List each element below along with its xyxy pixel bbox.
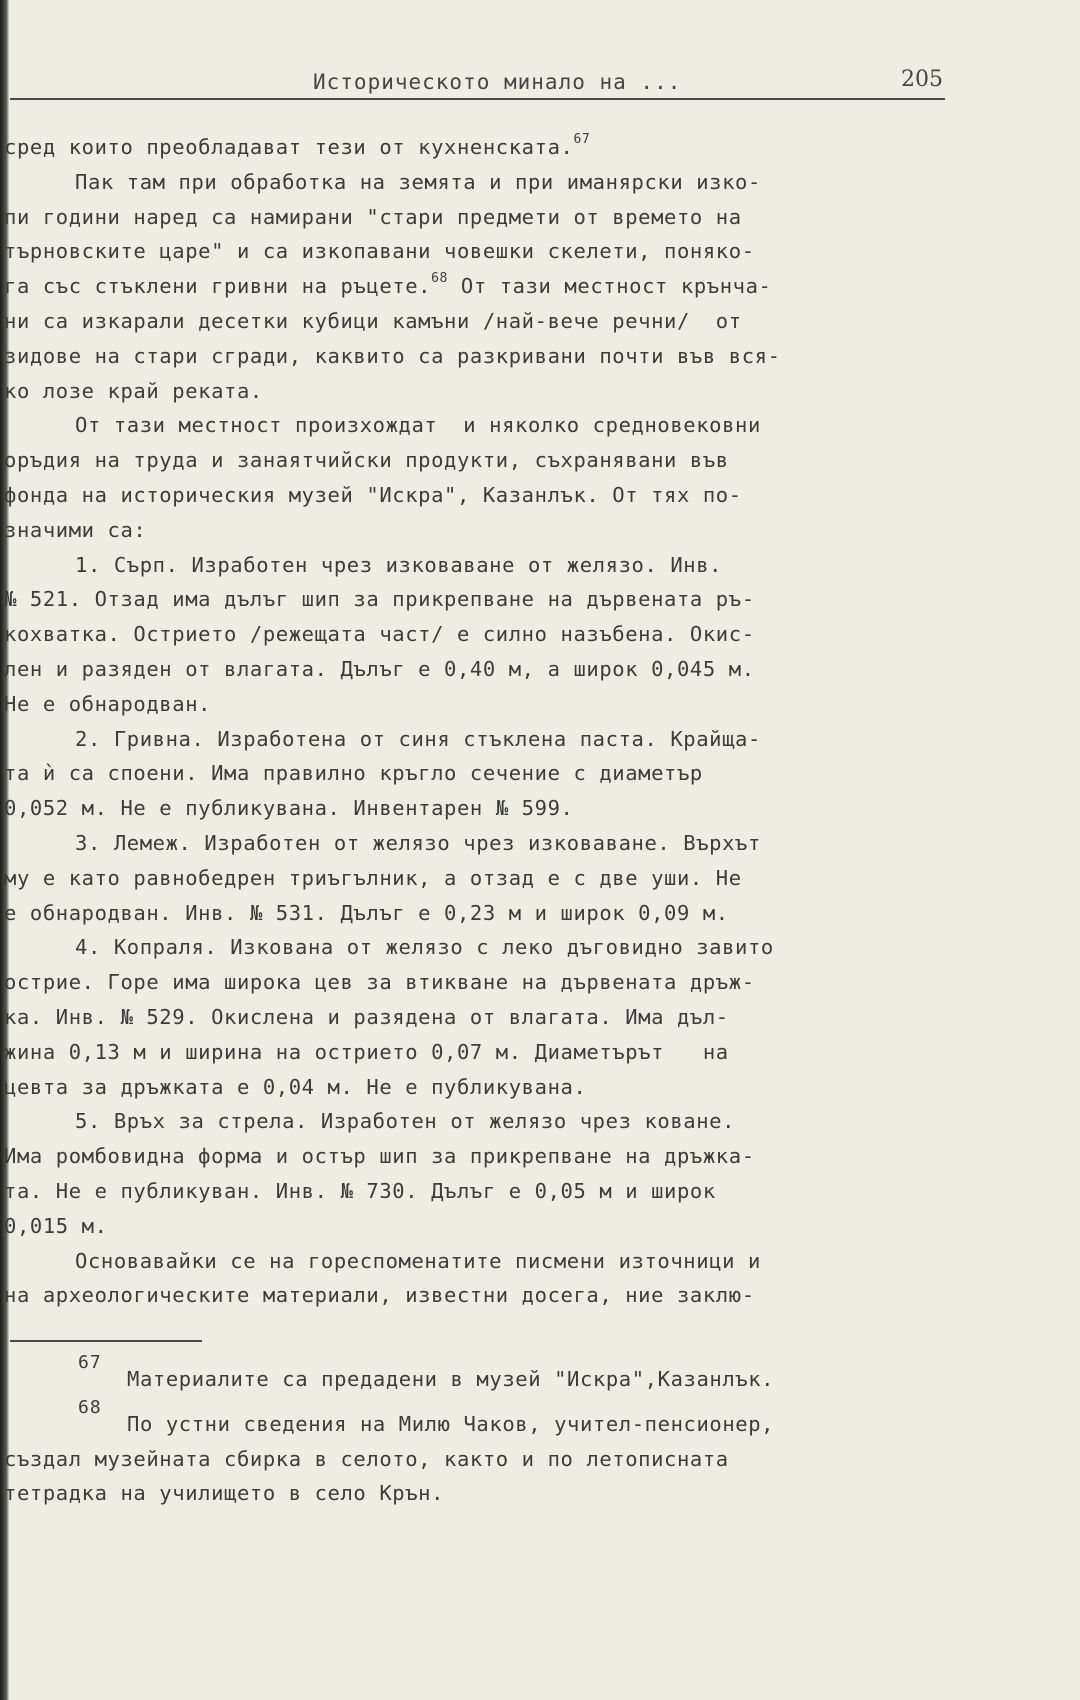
footnote-reference: 68 <box>431 271 448 287</box>
text-line <box>0 1244 975 1279</box>
footnote-text-line: тетрадка на училището в село Крън. <box>4 1481 445 1506</box>
text-line-content: значими са: <box>4 517 147 542</box>
text-line <box>0 1139 975 1174</box>
text-line-content: Не е обнародван. <box>4 691 212 716</box>
text-line-content: 3. Лемеж. Изработен от желязо чрез изковаване. Върхът <box>75 830 761 855</box>
footnote-text-line: По устни сведения на Милю Чаков, учител-пенсионер, <box>127 1411 775 1436</box>
text-line-content: 4. Копраля. Изкована от желязо с леко дъговидно завито <box>75 935 774 960</box>
text-line-content: Пак там при обработка на земята и при иманярски изко- <box>75 169 761 194</box>
text-line-content: му е като равнобедрен триъгълник, а отзад е с две уши. Не <box>4 865 742 890</box>
text-line-content: сред които преобладават тези от кухненската. <box>4 135 574 159</box>
text-line <box>0 582 975 617</box>
text-line-content: та. Не е публикуван. Инв. № 730. Дълъг е 0,05 м и широк <box>4 1178 716 1203</box>
text-line <box>0 1278 975 1313</box>
text-line-content: ни са изкарали десетки кубици камъни /най-вече речни/ от <box>4 308 742 333</box>
text-line-content: 2. Гривна. Изработена от синя стъклена паста. Крайща- <box>75 726 761 751</box>
body-text <box>0 130 975 1313</box>
text-line-content: ко лозе край реката. <box>4 378 263 403</box>
footnote-reference: 67 <box>573 132 591 148</box>
text-line <box>0 1070 975 1105</box>
page-header <box>10 62 945 100</box>
page-number: 205 <box>901 67 943 92</box>
text-line <box>0 930 975 965</box>
text-line <box>0 1174 975 1209</box>
footnotes <box>0 1352 975 1511</box>
text-line <box>0 269 975 304</box>
text-line <box>0 478 975 513</box>
footnote-text-line: създал музейната сбирка в селото, както и по летописната <box>4 1446 729 1471</box>
text-line <box>0 722 975 757</box>
text-line-content: кохватка. Острието /режещата част/ е силно назъбена. Окис- <box>4 622 755 647</box>
text-line-continuation: От тази местност крънча- <box>447 274 772 299</box>
text-line <box>0 652 975 687</box>
text-line <box>0 304 975 339</box>
running-title: Историческото минало на ... <box>313 70 682 94</box>
text-line-content: е обнародван. Инв. № 531. Дълъг е 0,23 м и широк 0,09 м. <box>4 900 729 925</box>
text-line <box>0 130 975 165</box>
text-line <box>0 548 975 583</box>
text-line <box>0 687 975 722</box>
text-line-content: 5. Връх за стрела. Изработен от желязо чрез коване. <box>75 1109 736 1134</box>
text-line-content: на археологическите материали, известни досега, ние заклю- <box>4 1283 755 1308</box>
text-line-content: От тази местност произхождат и няколко средновековни <box>75 413 761 438</box>
text-line <box>0 617 975 652</box>
text-line <box>0 896 975 931</box>
text-line <box>0 1104 975 1139</box>
text-line-content: зидове на стари сгради, каквито са разкривани почти във вся- <box>4 343 781 368</box>
text-line <box>0 200 975 235</box>
text-line-content: Основавайки се на гореспоменатите писмени източници и <box>75 1248 761 1273</box>
text-line <box>0 165 975 200</box>
text-line <box>0 1209 975 1244</box>
text-line <box>0 1035 975 1070</box>
text-line <box>0 339 975 374</box>
text-line-content: га със стъклени гривни на ръцете. <box>4 274 432 299</box>
text-line-content: острие. Горе има широка цев за втикване на дървената дръж- <box>4 970 755 995</box>
text-line-content: жина 0,13 м и ширина на острието 0,07 м. Диаметърът на <box>4 1039 729 1064</box>
text-line <box>0 861 975 896</box>
text-line-content: 0,015 м. <box>4 1213 108 1238</box>
footnote-number: 68 <box>78 1396 102 1418</box>
text-line <box>0 1000 975 1035</box>
text-line-content: лен и разяден от влагата. Дълъг е 0,40 м, а широк 0,045 м. <box>4 656 755 681</box>
footnote-separator <box>10 1340 202 1342</box>
text-line-content: Има ромбовидна форма и остър шип за прикрепване на дръжка- <box>4 1144 755 1169</box>
text-line <box>0 791 975 826</box>
text-line <box>0 234 975 269</box>
text-line-content: цевта за дръжката е 0,04 м. Не е публикувана. <box>4 1074 587 1099</box>
text-line-content: търновските царе" и са изкопавани човешки скелети, поняко- <box>4 239 755 264</box>
text-line-content: пи години наред са намирани "стари предмети от времето на <box>4 204 742 229</box>
text-line-content: 1. Сърп. Изработен чрез изковаване от желязо. Инв. <box>75 552 723 577</box>
text-line-content: фонда на историческия музей "Искра", Казанлък. От тях по- <box>4 482 742 507</box>
text-line <box>0 408 975 443</box>
text-line <box>0 965 975 1000</box>
text-line-content: ка. Инв. № 529. Окислена и разядена от влагата. Има дъл- <box>4 1004 729 1029</box>
text-line <box>0 374 975 409</box>
text-line <box>0 513 975 548</box>
text-line <box>0 826 975 861</box>
text-line-content: та ѝ са споени. Има правилно кръгло сечение с диаметър <box>4 761 703 786</box>
text-line-content: оръдия на труда и занаятчийски продукти, съхранявани във <box>4 448 729 473</box>
footnote-text-line: Материалите са предадени в музей "Искра",Казанлък. <box>127 1367 775 1391</box>
footnote-number: 67 <box>78 1352 102 1373</box>
text-line-content: 0,052 м. Не е публикувана. Инвентарен № 599. <box>4 796 574 821</box>
text-line <box>0 443 975 478</box>
text-line <box>0 756 975 791</box>
text-line-content: № 521. Отзад има дълъг шип за прикрепване на дървената ръ- <box>4 587 755 612</box>
